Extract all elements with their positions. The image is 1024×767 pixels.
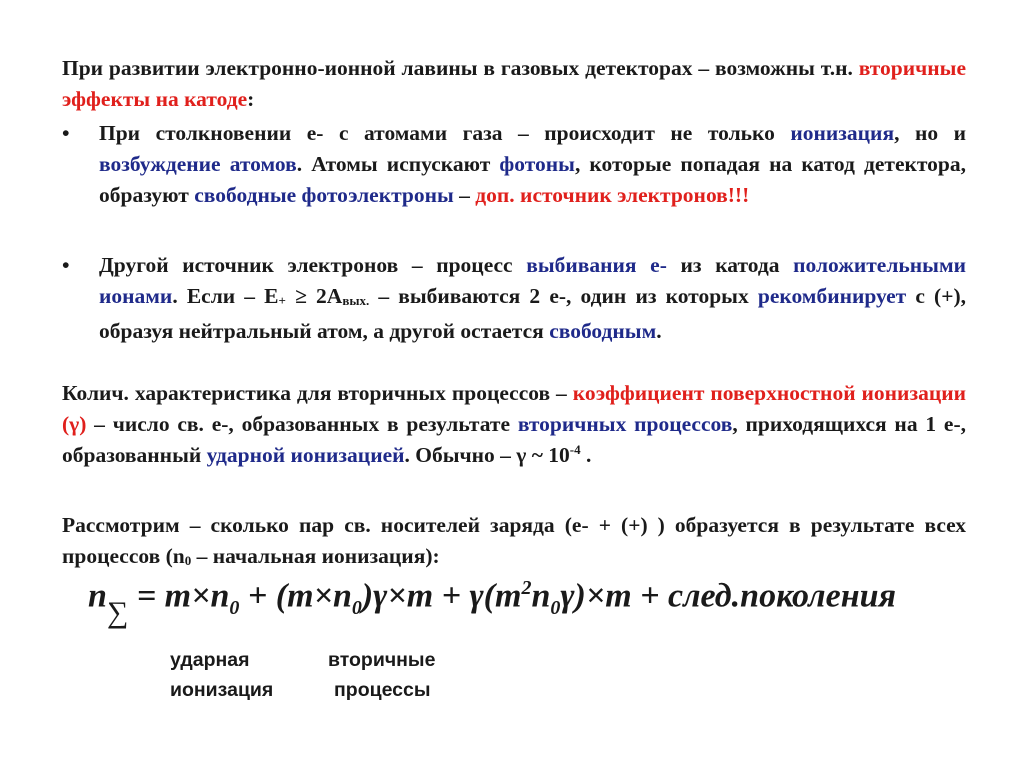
formula-subscript: 0 — [229, 597, 240, 620]
intro-highlight: вторичные эффекты на катоде — [62, 56, 966, 111]
term-impact-ionization: ударной ионизацией — [206, 443, 405, 467]
text-span: . Обычно – γ ~ 10 — [404, 443, 570, 467]
text-span: с (+), образуя нейтральный атом, а другой остается — [99, 284, 966, 343]
formula-part: γ)×m + след.поколения — [560, 577, 897, 615]
bullet-item-photons — [62, 118, 966, 211]
term-coefficient: коэффициент поверхностной ионизации (γ) — [62, 381, 967, 436]
term-photoelectrons: свободные фотоэлектроны — [194, 183, 454, 207]
intro-paragraph — [62, 53, 966, 115]
text-span: из катода — [666, 253, 794, 277]
term-knockout: выбивания е- — [526, 253, 667, 277]
text-span: – выбиваются 2 е-, один из которых — [369, 284, 758, 308]
formula-part: + (m×n — [239, 577, 352, 615]
subscript: + — [278, 293, 286, 308]
text-span: , приходящихся на 1 е-, образованный — [62, 412, 966, 467]
text-span: , но и — [894, 121, 966, 145]
label-secondary-processes — [328, 645, 435, 705]
coefficient-paragraph — [62, 378, 966, 471]
text-span: – число св. е-, образованных в результате — [86, 412, 518, 436]
label-impact-ionization — [170, 645, 273, 705]
text-span: . — [656, 319, 662, 343]
label-line: ионизация — [170, 679, 274, 701]
subscript: 0 — [184, 553, 192, 568]
term-ionization: ионизация — [790, 121, 895, 145]
text-span: . Если – Е — [172, 284, 279, 308]
bullet-marker: • — [62, 121, 70, 145]
term-secondary-processes: вторичных процессов — [517, 412, 733, 436]
text-span: Рассмотрим – сколько пар св. носителей заряда (е- + (+) ) образуется в результате всех процессов (n — [62, 513, 966, 568]
formula-subscript: 0 — [550, 597, 561, 620]
text-span: – начальная ионизация): — [191, 544, 440, 568]
term-positive-ions: положительными ионами — [99, 253, 966, 308]
text-span: – — [453, 183, 476, 207]
term-photons: фотоны — [499, 152, 575, 176]
label-line: ударная — [170, 649, 250, 671]
formula-superscript: 2 — [521, 577, 532, 599]
term-excitation: возбуждение атомов — [99, 152, 297, 176]
text-span: ≥ 2А — [285, 284, 343, 308]
formula-part: n — [531, 577, 551, 615]
intro-text: При развитии электронно-ионной лавины в газовых детекторах – возможны т.н. — [62, 56, 859, 80]
text-span: , которые попадая на катод детектора, образуют — [99, 152, 966, 207]
text-span: При столкновении е- с атомами газа – происходит не только — [99, 121, 791, 145]
bullet-text — [99, 250, 966, 347]
formula-n: n — [88, 577, 107, 615]
formula-part: = m×n — [128, 577, 230, 615]
label-line: процессы — [334, 679, 431, 701]
term-recombines: рекомбинирует — [757, 284, 907, 308]
formula-part: )γ×m + γ(m — [361, 577, 522, 615]
consider-paragraph — [62, 510, 966, 576]
text-span: . — [580, 443, 592, 467]
subscript: вых. — [342, 293, 370, 308]
text-span: . Атомы испускают — [296, 152, 500, 176]
superscript: -4 — [569, 442, 581, 457]
sigma-symbol: ∑ — [106, 596, 129, 630]
text-span: Другой источник электронов – процесс — [99, 253, 527, 277]
bullet-marker: • — [62, 253, 70, 277]
label-line: вторичные — [328, 649, 436, 671]
formula — [88, 577, 978, 637]
formula-subscript: 0 — [351, 597, 362, 620]
bullet-text — [99, 118, 966, 211]
term-free: свободным — [549, 319, 657, 343]
text-span: Колич. характеристика для вторичных процессов – — [62, 381, 573, 405]
intro-colon: : — [247, 87, 255, 111]
bullet-item-ions — [62, 250, 966, 347]
term-extra-source: доп. источник электронов!!! — [475, 183, 750, 207]
